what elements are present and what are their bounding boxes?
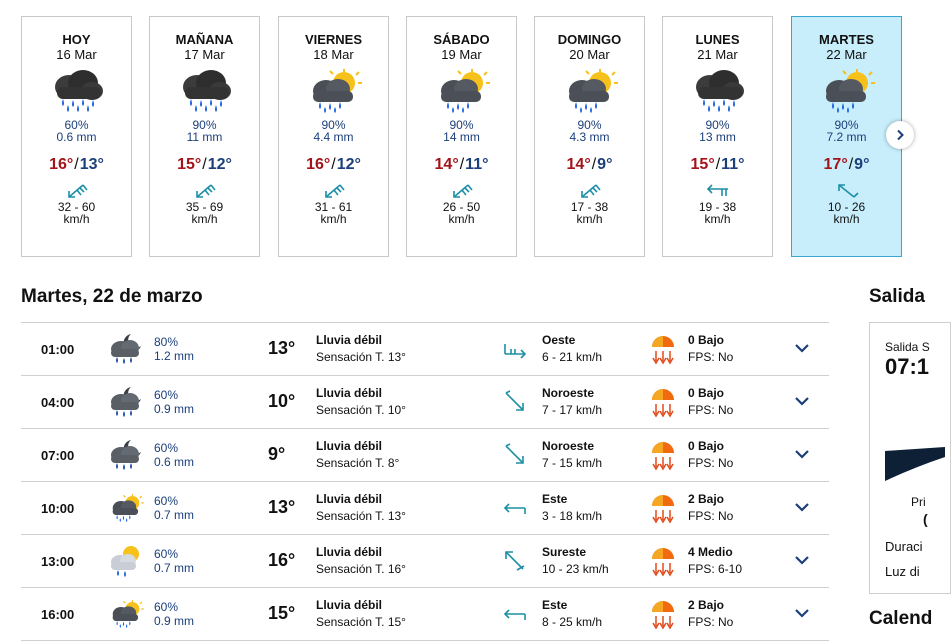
expand-chevron-down-icon[interactable] <box>794 341 810 355</box>
uv-index: 2 Bajo <box>688 492 725 506</box>
selected-day-title: Martes, 22 de marzo <box>21 286 203 307</box>
rain-probability: 90% <box>321 118 346 132</box>
temperature-min: 9° <box>597 156 613 173</box>
rain-amount: 4.4 mm <box>313 130 354 144</box>
rain-amount: 0.9 mm <box>154 614 195 628</box>
uv-low-icon <box>650 439 676 471</box>
weather-description: Lluvia débil <box>316 386 383 400</box>
temperature-min: 12° <box>207 156 232 173</box>
rain-probability: 60% <box>154 547 179 561</box>
day-name: MARTES <box>819 32 874 47</box>
wind-speed-range: 7 - 15 km/h <box>542 456 603 470</box>
weather-description: Lluvia débil <box>316 598 383 612</box>
sun-rain-cloud-icon <box>107 491 145 525</box>
hourly-row[interactable] <box>21 535 829 588</box>
wind-east-icon <box>502 601 528 627</box>
sunrise-label: Salida S <box>885 340 930 354</box>
day-card-3[interactable] <box>278 16 389 257</box>
sun-rain-cloud-icon <box>304 69 364 113</box>
temperature-range <box>279 156 388 174</box>
temperature-range <box>22 156 131 174</box>
temperature-max: 15° <box>690 156 715 173</box>
feels-like-temperature: Sensación T. 13° <box>316 509 406 523</box>
feels-like-temperature: Sensación T. 8° <box>316 456 400 470</box>
sun-protection-factor: FPS: No <box>688 456 734 470</box>
hourly-row[interactable] <box>21 323 829 376</box>
wind-west-icon <box>502 336 528 362</box>
day-card-2[interactable] <box>149 16 260 257</box>
wind-speed-range: 10 - 26 <box>827 200 866 214</box>
temperature-min: 9° <box>854 156 870 173</box>
uv-index: 2 Bajo <box>688 598 725 612</box>
wind-speed-unit: km/h <box>448 212 475 226</box>
temperature-max: 16° <box>306 156 331 173</box>
hour-time: 13:00 <box>41 554 75 569</box>
hour-time: 07:00 <box>41 448 75 463</box>
wind-northwest-icon <box>502 389 528 415</box>
temperature-range <box>792 156 901 174</box>
wind-speed-unit: km/h <box>191 212 218 226</box>
wind-nw-icon <box>834 182 860 200</box>
hour-temperature: 9° <box>268 444 286 464</box>
moon-rain-cloud-icon <box>107 438 145 472</box>
day-name: LUNES <box>695 32 740 47</box>
next-days-button[interactable] <box>886 121 914 149</box>
sunrise-section-title: Salida <box>869 286 925 307</box>
day-date: 22 Mar <box>826 47 867 62</box>
calendar-section-title: Calend <box>869 608 933 629</box>
temperature-range <box>150 156 259 174</box>
expand-chevron-down-icon[interactable] <box>794 553 810 567</box>
wind-speed-unit: km/h <box>63 212 90 226</box>
chevron-right-icon <box>894 129 906 141</box>
day-card-5[interactable] <box>534 16 645 257</box>
day-date: 16 Mar <box>56 47 97 62</box>
day-date: 17 Mar <box>184 47 225 62</box>
hour-temperature: 13° <box>268 338 296 358</box>
weather-description: Lluvia débil <box>316 492 383 506</box>
rain-probability: 60% <box>64 118 89 132</box>
hour-time: 01:00 <box>41 342 75 357</box>
day-duration-label: Duraci <box>885 539 923 554</box>
wind-speed-unit: km/h <box>320 212 347 226</box>
rain-amount: 0.6 mm <box>154 455 195 469</box>
hour-time: 04:00 <box>41 395 75 410</box>
wind-speed-range: 32 - 60 <box>57 200 96 214</box>
temperature-separator: / <box>715 156 721 173</box>
day-card-6[interactable] <box>662 16 773 257</box>
day-name: MAÑANA <box>175 32 234 47</box>
heavy-rain-cloud-icon <box>688 69 748 113</box>
wind-sw-icon <box>577 182 603 200</box>
wind-direction: Noroeste <box>542 386 595 400</box>
feels-like-temperature: Sensación T. 13° <box>316 350 406 364</box>
temperature-max: 16° <box>49 156 74 173</box>
temperature-separator: / <box>331 156 336 173</box>
wind-speed-range: 10 - 23 km/h <box>542 562 609 576</box>
wind-sw-icon <box>449 182 475 200</box>
wind-speed-unit: km/h <box>833 212 860 226</box>
day-date: 20 Mar <box>569 47 610 62</box>
wind-speed-range: 17 - 38 <box>570 200 609 214</box>
rain-amount: 7.2 mm <box>826 130 867 144</box>
expand-chevron-down-icon[interactable] <box>794 447 810 461</box>
uv-low-icon <box>650 386 676 418</box>
sun-arc-graphic <box>885 447 945 481</box>
expand-chevron-down-icon[interactable] <box>794 394 810 408</box>
rain-probability: 60% <box>154 388 179 402</box>
wind-speed-unit: km/h <box>704 212 731 226</box>
rain-amount: 11 mm <box>186 130 223 144</box>
uv-low-icon <box>650 598 676 630</box>
wind-southeast-icon <box>502 548 528 574</box>
hour-time: 16:00 <box>41 607 75 622</box>
hourly-row[interactable] <box>21 376 829 429</box>
heavy-rain-cloud-icon <box>175 69 235 113</box>
weather-description: Lluvia débil <box>316 333 383 347</box>
temperature-range <box>535 156 644 174</box>
rain-probability: 90% <box>834 118 859 132</box>
wind-northwest-icon <box>502 442 528 468</box>
wind-direction: Sureste <box>542 545 587 559</box>
day-date: 18 Mar <box>313 47 354 62</box>
hourly-row[interactable] <box>21 482 829 535</box>
rain-probability: 60% <box>154 441 179 455</box>
temperature-max: 14° <box>434 156 459 173</box>
rain-probability: 60% <box>154 600 179 614</box>
sun-protection-factor: FPS: No <box>688 350 734 364</box>
wind-direction: Oeste <box>542 333 576 347</box>
expand-chevron-down-icon[interactable] <box>794 606 810 620</box>
sun-rain-cloud-icon <box>107 597 145 631</box>
sun-first-light-label: Pri <box>911 495 926 509</box>
sun-protection-factor: FPS: No <box>688 509 734 523</box>
temperature-max: 17° <box>823 156 848 173</box>
wind-speed-range: 6 - 21 km/h <box>542 350 603 364</box>
weather-description: Lluvia débil <box>316 545 383 559</box>
rain-probability: 60% <box>154 494 179 508</box>
weather-description: Lluvia débil <box>316 439 383 453</box>
heavy-rain-cloud-icon <box>47 69 107 113</box>
wind-direction: Este <box>542 598 568 612</box>
rain-amount: 0.6 mm <box>56 130 97 144</box>
temperature-separator: / <box>202 156 207 173</box>
sun-rain-cloud-icon <box>560 69 620 113</box>
day-date: 21 Mar <box>697 47 738 62</box>
day-card-4[interactable] <box>406 16 517 257</box>
hour-temperature: 10° <box>268 391 296 411</box>
hour-temperature: 15° <box>268 603 296 623</box>
uv-low-icon <box>650 333 676 365</box>
sun-first-light-value: ( <box>923 511 928 527</box>
day-date: 19 Mar <box>441 47 482 62</box>
uv-index: 0 Bajo <box>688 386 725 400</box>
rain-amount: 14 mm <box>443 130 480 144</box>
day-name: VIERNES <box>304 32 363 47</box>
temperature-separator: / <box>459 156 465 173</box>
wind-speed-unit: km/h <box>576 212 603 226</box>
daylight-label: Luz di <box>885 564 920 579</box>
temperature-min: 11° <box>465 156 489 173</box>
hour-temperature: 16° <box>268 550 296 570</box>
rain-amount: 0.7 mm <box>154 561 195 575</box>
temperature-min: 12° <box>336 156 361 173</box>
sun-protection-factor: FPS: 6-10 <box>688 562 743 576</box>
temperature-range <box>407 156 516 174</box>
wind-speed-range: 8 - 25 km/h <box>542 615 603 629</box>
rain-amount: 1.2 mm <box>154 349 195 363</box>
uv-index: 0 Bajo <box>688 439 725 453</box>
temperature-min: 13° <box>79 156 104 173</box>
sun-rain-cloud-icon <box>817 69 877 113</box>
expand-chevron-down-icon[interactable] <box>794 500 810 514</box>
rain-probability: 80% <box>154 335 179 349</box>
temperature-separator: / <box>848 156 854 173</box>
uv-index: 0 Bajo <box>688 333 725 347</box>
wind-w-icon <box>705 182 731 200</box>
wind-sw-icon <box>192 182 218 200</box>
feels-like-temperature: Sensación T. 15° <box>316 615 406 629</box>
wind-sw-icon <box>64 182 90 200</box>
wind-east-icon <box>502 495 528 521</box>
uv-low-icon <box>650 492 676 524</box>
moon-rain-cloud-icon <box>107 385 145 419</box>
rain-amount: 13 mm <box>699 130 736 144</box>
wind-direction: Noroeste <box>542 439 595 453</box>
sun-protection-factor: FPS: No <box>688 403 734 417</box>
hourly-forecast-list <box>21 322 829 641</box>
temperature-separator: / <box>74 156 79 173</box>
sun-light-rain-cloud-icon <box>107 544 145 578</box>
hourly-row[interactable] <box>21 429 829 482</box>
temperature-max: 15° <box>177 156 202 173</box>
wind-speed-range: 31 - 61 <box>314 200 353 214</box>
sunrise-panel <box>869 322 951 594</box>
temperature-max: 14° <box>566 156 591 173</box>
wind-direction: Este <box>542 492 568 506</box>
sun-rain-cloud-icon <box>432 69 492 113</box>
rain-probability: 90% <box>449 118 474 132</box>
wind-speed-range: 3 - 18 km/h <box>542 509 603 523</box>
day-name: HOY <box>62 32 91 47</box>
hour-time: 10:00 <box>41 501 75 516</box>
sun-protection-factor: FPS: No <box>688 615 734 629</box>
rain-probability: 90% <box>577 118 602 132</box>
day-card-1[interactable] <box>21 16 132 257</box>
sunrise-time: 07:1 <box>885 354 930 379</box>
wind-sw-icon <box>321 182 347 200</box>
rain-amount: 4.3 mm <box>569 130 610 144</box>
rain-probability: 90% <box>705 118 730 132</box>
temperature-separator: / <box>591 156 597 173</box>
uv-medium-icon <box>650 545 676 577</box>
rain-amount: 0.9 mm <box>154 402 195 416</box>
wind-speed-range: 19 - 38 <box>698 200 737 214</box>
rain-probability: 90% <box>192 118 217 132</box>
hourly-row[interactable] <box>21 588 829 641</box>
wind-speed-range: 35 - 69 <box>185 200 224 214</box>
uv-index: 4 Medio <box>688 545 733 559</box>
day-name: SÁBADO <box>433 32 490 47</box>
feels-like-temperature: Sensación T. 16° <box>316 562 406 576</box>
temperature-min: 11° <box>721 156 745 173</box>
feels-like-temperature: Sensación T. 10° <box>316 403 406 417</box>
wind-speed-range: 7 - 17 km/h <box>542 403 603 417</box>
wind-speed-range: 26 - 50 <box>442 200 481 214</box>
moon-rain-cloud-icon <box>107 332 145 366</box>
rain-amount: 0.7 mm <box>154 508 195 522</box>
temperature-range <box>663 156 772 174</box>
hour-temperature: 13° <box>268 497 296 517</box>
day-name: DOMINGO <box>557 32 622 47</box>
